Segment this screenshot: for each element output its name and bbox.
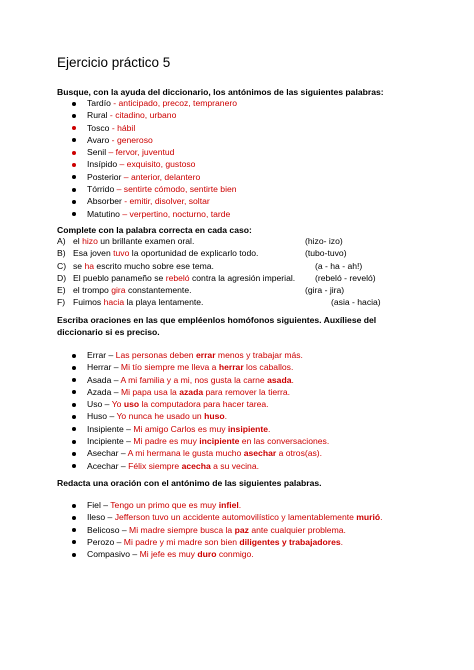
item-word: Tardío (87, 98, 111, 108)
item-label: D) (57, 272, 67, 283)
item-word: Herrar (87, 362, 112, 373)
bullet-icon (72, 138, 76, 142)
key-word: insipiente (227, 423, 269, 434)
key-word: huso (204, 411, 225, 422)
list-item (87, 460, 329, 472)
word-options: (asia - hacia) (331, 297, 381, 308)
sentence-start: el trompo (73, 285, 112, 296)
item-answer: fervor, juventud (115, 147, 175, 158)
key-word: incipiente (199, 436, 240, 447)
item-answer: emitir, disolver, soltar (129, 196, 210, 207)
item-separator: – (107, 411, 117, 422)
fill-in-list (57, 235, 381, 309)
item-word: Insípido (87, 159, 118, 170)
list-item (87, 499, 383, 511)
item-word: Asada (87, 374, 112, 385)
item-word: Senil (87, 147, 107, 158)
item-separator: - (107, 110, 116, 121)
list-item (87, 435, 329, 447)
homophones-list (87, 349, 329, 472)
sentence-end: la computadora para hacer tarea. (139, 399, 269, 410)
item-separator: – (114, 536, 124, 547)
item-word: Huso (87, 411, 108, 422)
item-word: Asechar (87, 448, 119, 459)
item-word: Rural (87, 110, 108, 121)
bullet-icon (72, 553, 76, 557)
item-separator: - (110, 98, 119, 108)
item-label: F) (57, 297, 66, 308)
sentence-start: Mi padre y mi madre son bien (123, 536, 240, 547)
key-word: uso (123, 399, 140, 410)
sentence-start: Mi jefe es muy (139, 549, 198, 560)
sentence-end: menos y trabajar más. (215, 350, 303, 360)
sentence-end: contra la agresión imperial. (189, 272, 296, 283)
item-word: Ileso (87, 512, 106, 523)
bullet-icon (72, 163, 76, 167)
bullet-icon (72, 452, 76, 456)
bullet-icon (72, 126, 76, 130)
sentence-end: ante cualquier problema. (248, 524, 346, 535)
list-item (57, 272, 376, 284)
list-item (57, 260, 363, 272)
sentence-start: El pueblo panameño se (73, 272, 166, 283)
list-item (87, 548, 383, 560)
section2-heading: Complete con la palabra correcta en cada caso: (57, 225, 252, 235)
item-separator: – (111, 386, 121, 397)
item-label: A) (57, 236, 66, 246)
list-item (87, 134, 237, 146)
sentence-end: . (380, 512, 383, 523)
item-word: Absorber (87, 196, 122, 207)
key-word: infiel (218, 500, 239, 510)
item-answer: citadino, urbano (115, 110, 177, 121)
sentence-start: Fuimos (73, 297, 104, 308)
bullet-icon (72, 212, 76, 216)
sentence-start: Yo nunca he usado un (116, 411, 205, 422)
item-separator: - (109, 122, 118, 133)
item-answer: anticipado, precoz, tempranero (118, 98, 238, 108)
item-word: Acechar (87, 460, 119, 471)
bullet-icon (72, 540, 76, 544)
sentence-end: un brillante examen oral. (97, 236, 195, 246)
list-item (87, 447, 329, 459)
sentence-start: Mi madre siempre busca la (129, 524, 235, 535)
item-label: E) (57, 285, 66, 296)
bullet-icon (72, 378, 76, 382)
list-item (57, 296, 381, 308)
sentence-end: a su vecina. (210, 460, 259, 471)
item-separator: – (114, 184, 124, 195)
key-word: paz (234, 524, 249, 535)
list-item (87, 349, 329, 361)
sentence-end: la oportunidad de explicarlo todo. (129, 248, 259, 259)
sentence-start: Yo (111, 399, 124, 410)
item-separator: – (118, 460, 129, 471)
list-item (87, 524, 383, 536)
word-options: (rebeló - reveló) (315, 272, 376, 283)
list-item (87, 410, 329, 422)
item-word: Insipiente (87, 423, 124, 434)
sentence-end: . (268, 423, 271, 434)
word-options: (tubo-tuvo) (305, 248, 347, 259)
list-item (87, 97, 237, 109)
section3-heading: Escriba oraciones en las que empléenlos homófonos siguientes. Auxíliese del diccionario si es preciso. (57, 315, 377, 337)
filled-word: tuvo (113, 248, 130, 259)
list-item (87, 398, 329, 410)
list-item (87, 171, 237, 183)
list-item (87, 511, 383, 523)
section4-heading: Redacta una oración con el antónimo de las siguientes palabras. (57, 478, 322, 488)
item-answer: generoso (116, 134, 153, 145)
antonyms-list (87, 97, 237, 220)
antonym-sentences-list (87, 499, 383, 560)
filled-word: hizo (82, 236, 98, 246)
sentence-end: los caballos. (243, 362, 294, 373)
sentence-end: la playa lentamente. (124, 297, 204, 308)
list-item (87, 183, 237, 195)
sentence-start: Jefferson tuvo un accidente automovilístico y lamentablemente (114, 512, 357, 523)
list-item (87, 536, 383, 548)
key-word: acecha (181, 460, 211, 471)
key-word: duro (197, 549, 217, 560)
item-word: Errar (87, 350, 107, 360)
bullet-icon (72, 440, 76, 444)
bullet-icon (72, 415, 76, 419)
bullet-icon (72, 528, 76, 532)
word-options: (hizo- izo) (305, 236, 343, 246)
section1-heading: Busque, con la ayuda del diccionario, los antónimos de las siguientes palabras: (57, 87, 384, 97)
page-title: Ejercicio práctico 5 (57, 55, 171, 70)
item-answer: verpertino, nocturno, tarde (129, 208, 231, 219)
item-answer: exquisito, gustoso (126, 159, 196, 170)
key-word: asechar (243, 448, 277, 459)
bullet-icon (72, 504, 76, 508)
sentence-start: A mi familia y a mi, nos gusta la carne (120, 374, 268, 385)
item-separator: – (106, 350, 116, 360)
sentence-end: . (224, 411, 227, 422)
sentence-start: Las personas deben (115, 350, 196, 360)
word-options: (a - ha - ah!) (315, 260, 363, 271)
list-item (87, 423, 329, 435)
list-item (87, 361, 329, 373)
sentence-end: constantemente. (125, 285, 192, 296)
filled-word: rebeló (165, 272, 190, 283)
item-separator: – (102, 399, 112, 410)
item-separator: – (106, 147, 116, 158)
item-word: Avaro (87, 134, 110, 145)
sentence-start: A mi hermana le gusta mucho (127, 448, 244, 459)
list-item (87, 195, 237, 207)
sentence-end: en las conversaciones. (239, 436, 330, 447)
bullet-icon (72, 188, 76, 192)
list-item (87, 109, 237, 121)
sentence-end: escrito mucho sobre ese tema. (94, 260, 214, 271)
item-separator: – (118, 448, 128, 459)
sentence-start: Esa joven (73, 248, 114, 259)
list-item (87, 208, 237, 220)
item-label: C) (57, 260, 67, 271)
sentence-start: el (73, 236, 83, 246)
bullet-icon (72, 175, 76, 179)
sentence-start: Mi amigo Carlos es muy (133, 423, 228, 434)
bullet-icon (72, 200, 76, 204)
item-word: Perozo (87, 536, 115, 547)
item-separator: – (123, 423, 134, 434)
sentence-start: Tengo un primo que es muy (110, 500, 219, 510)
item-word: Tosco (87, 122, 110, 133)
filled-word: hacia (103, 297, 125, 308)
sentence-end: . (291, 374, 294, 385)
item-separator: – (130, 549, 140, 560)
sentence-end: . (238, 500, 242, 510)
filled-word: gira (111, 285, 126, 296)
list-item (57, 235, 343, 247)
bullet-icon (72, 390, 76, 394)
key-word: errar (195, 350, 216, 360)
filled-word: ha (84, 260, 95, 271)
list-item (57, 284, 345, 296)
item-answer: anterior, delantero (130, 171, 201, 182)
item-separator: – (111, 362, 121, 373)
item-separator: – (117, 159, 127, 170)
item-separator: – (121, 171, 131, 182)
sentence-start: Mi padre es muy (133, 436, 200, 447)
item-word: Uso (87, 399, 103, 410)
bullet-icon (72, 102, 76, 106)
key-word: murió (356, 512, 381, 523)
key-word: herrar (218, 362, 244, 373)
bullet-icon (72, 464, 76, 468)
key-word: asada (267, 374, 292, 385)
item-answer: hábil (117, 122, 136, 133)
item-separator: - (109, 134, 117, 145)
list-item (87, 146, 237, 158)
item-word: Belicoso (87, 524, 120, 535)
item-separator: – (119, 208, 130, 219)
item-separator: – (119, 524, 130, 535)
item-separator: - (121, 196, 130, 207)
key-word: azada (179, 386, 204, 397)
item-separator: – (123, 436, 134, 447)
list-item (57, 247, 347, 259)
sentence-end: a otros(as). (276, 448, 323, 459)
sentence-end: para remover la tierra. (203, 386, 291, 397)
list-item (87, 122, 237, 134)
bullet-icon (72, 354, 76, 358)
bullet-icon (72, 516, 76, 520)
item-word: Tórrido (87, 184, 115, 195)
sentence-start: Félix siempre (128, 460, 182, 471)
item-separator: – (111, 374, 121, 385)
sentence-start: Mi papa usa la (120, 386, 180, 397)
item-label: B) (57, 248, 66, 259)
bullet-icon (72, 151, 76, 155)
bullet-icon (72, 114, 76, 118)
item-separator: – (100, 500, 111, 510)
sentence-end: . (340, 536, 344, 547)
list-item (87, 386, 329, 398)
key-word: diligentes y trabajadores (239, 536, 341, 547)
item-word: Fiel (87, 500, 101, 510)
item-word: Incipiente (87, 436, 124, 447)
sentence-end: conmigo. (216, 549, 254, 560)
item-word: Matutino (87, 208, 120, 219)
item-separator: – (105, 512, 115, 523)
item-word: Azada (87, 386, 112, 397)
list-item (87, 158, 237, 170)
bullet-icon (72, 427, 76, 431)
bullet-icon (72, 366, 76, 370)
word-options: (gira - jira) (305, 285, 345, 296)
list-item (87, 374, 329, 386)
sentence-start: Mi tío siempre me lleva a (120, 362, 219, 373)
bullet-icon (72, 403, 76, 407)
item-word: Posterior (87, 171, 122, 182)
item-word: Compasivo (87, 549, 130, 560)
item-answer: sentirte cómodo, sentirte bien (123, 184, 237, 195)
sentence-start: se (73, 260, 85, 271)
